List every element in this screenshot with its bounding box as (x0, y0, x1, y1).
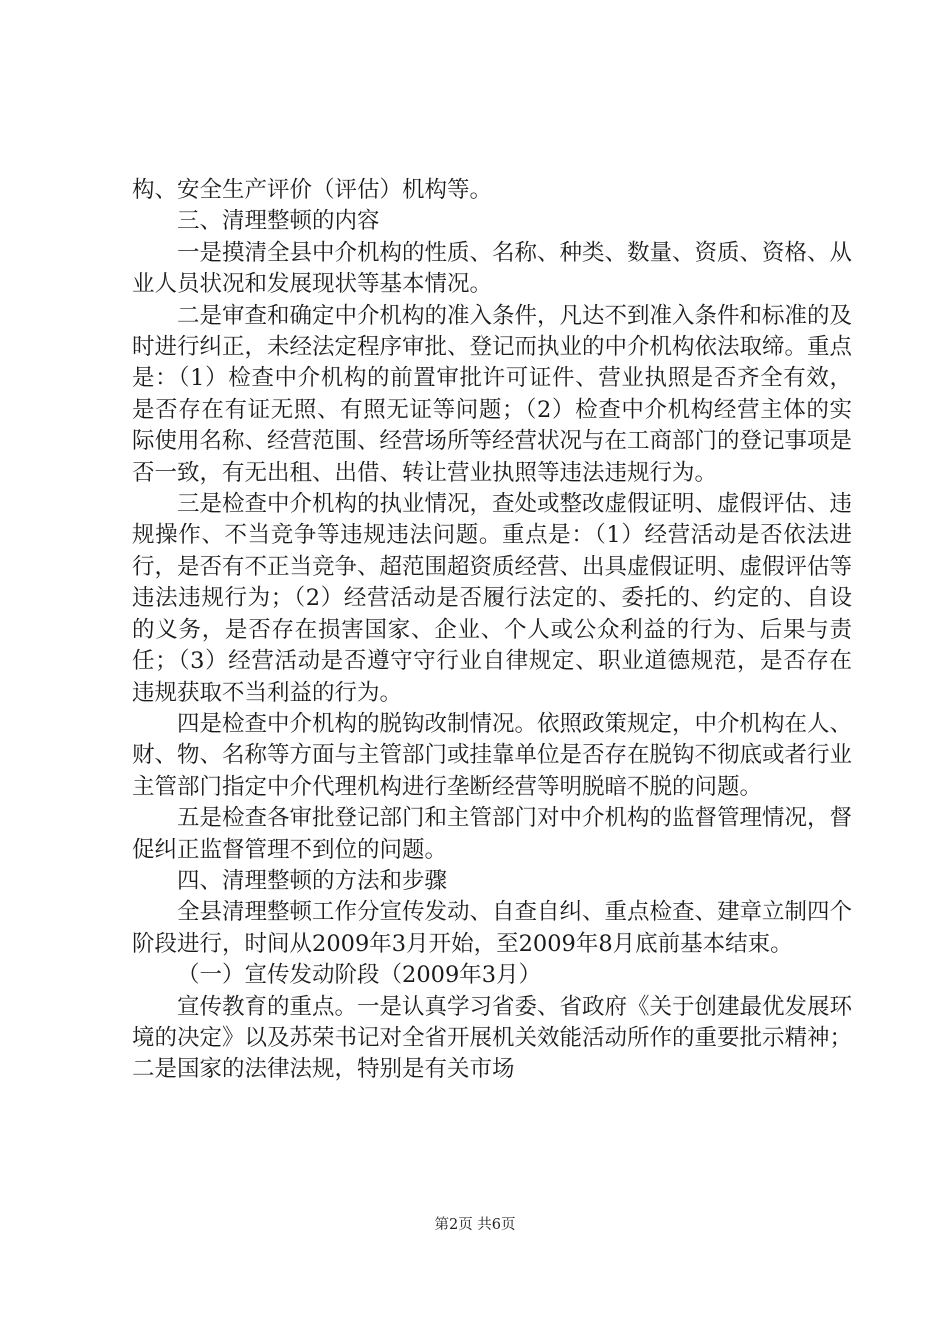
paragraph-item-1: 一是摸清全县中介机构的性质、名称、种类、数量、资质、资格、从业人员状况和发展现状等基本情况。 (132, 239, 853, 298)
section-heading-3: 三、清理整顿的内容 (177, 208, 380, 235)
paragraph-continuation: 构、安全生产评价（评估）机构等。 (132, 177, 493, 203)
document-body (132, 175, 852, 1086)
page-number: 第2页 共6页 (434, 1217, 516, 1233)
section-heading-4: 四、清理整顿的方法和步骤 (177, 867, 448, 894)
subsection-heading-1: （一）宣传发动阶段（2009年3月） (177, 962, 542, 989)
paragraph-schedule: 全县清理整顿工作分宣传发动、自查自纠、重点检查、建章立制四个阶段进行，时间从2009年3月开始，至2009年8月底前基本结束。 (132, 899, 853, 957)
paragraph-item-4: 四是检查中介机构的脱钩改制情况。依照政策规定，中介机构在人、财、物、名称等方面与主管部门或挂靠单位是否存在脱钩不彻底或者行业主管部门指定中介代理机构进行垄断经营等明脱暗不脱的问题。 (132, 710, 853, 800)
paragraph-item-3: 三是检查中介机构的执业情况，查处或整改虚假证明、虚假评估、违规操作、不当竞争等违规违法问题。重点是：（1）经营活动是否依法进行，是否有不正当竞争、超范围超资质经营、出具虚假证明、虚假评估等违法违规行为；（2）经营活动是否履行法定的、委托的、约定的、自设的义务，是否存在损害国家、企业、个人或公众利益的行为、后果与责任；（3）经营活动是否遵守守行业自律规定、职业道德规范，是否存在违规获取不当利益的行为。 (132, 491, 853, 706)
paragraph-item-2: 二是审查和确定中介机构的准入条件，凡达不到准入条件和标准的及时进行纠正，未经法定程序审批、登记而执业的中介机构依法取缔。重点是：（1）检查中介机构的前置审批许可证件、营业执照是否齐全有效，是否存在有证无照、有照无证等问题；（2）检查中介机构经营主体的实际使用名称、经营范围、经营场所等经营状况与在工商部门的登记事项是否一致，有无出租、出借、转让营业执照等违法违规行为。 (132, 302, 853, 486)
paragraph-item-5: 五是检查各审批登记部门和主管部门对中介机构的监督管理情况，督促纠正监督管理不到位的问题。 (132, 805, 853, 863)
page-footer (0, 1216, 950, 1234)
paragraph-publicity: 宣传教育的重点。一是认真学习省委、省政府《关于创建最优发展环境的决定》以及苏荣书记对全省开展机关效能活动所作的重要批示精神；二是国家的法律法规，特别是有关市场 (132, 993, 853, 1083)
